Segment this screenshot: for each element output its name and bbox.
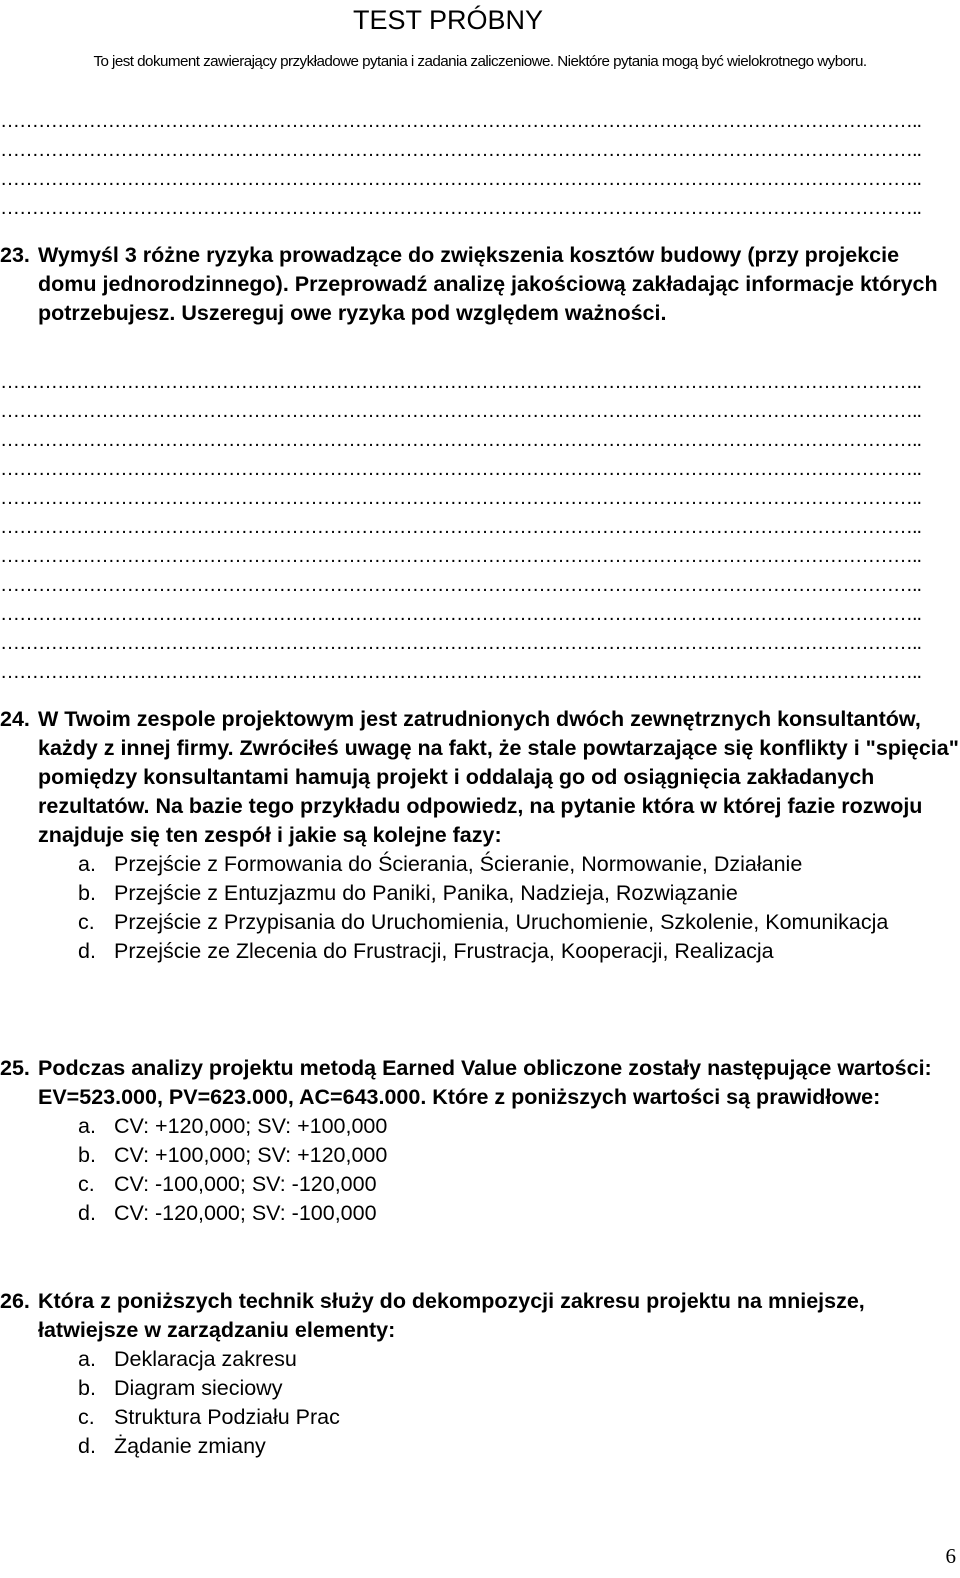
option-d[interactable] bbox=[78, 937, 960, 966]
question-text bbox=[0, 1287, 960, 1345]
option-b[interactable] bbox=[78, 1141, 960, 1170]
option-letter: a. bbox=[78, 852, 96, 876]
question-text bbox=[0, 241, 960, 328]
option-b[interactable] bbox=[78, 879, 960, 908]
option-c[interactable] bbox=[78, 1403, 960, 1432]
answer-line: ……………………………………………………………………………………………………………………………….. bbox=[0, 460, 922, 480]
option-text: Deklaracja zakresu bbox=[114, 1347, 297, 1371]
option-b[interactable] bbox=[78, 1374, 960, 1403]
question-body: Która z poniższych technik służy do dekompozycji zakresu projektu na mniejsze, łatwiejsze w zarządzaniu elementy: bbox=[38, 1289, 865, 1342]
page-number: 6 bbox=[945, 1544, 956, 1568]
question-26 bbox=[0, 1287, 960, 1461]
option-letter: c. bbox=[78, 1405, 95, 1429]
option-text: Żądanie zmiany bbox=[114, 1434, 266, 1458]
option-letter: b. bbox=[78, 1376, 96, 1400]
option-text: CV: +100,000; SV: +120,000 bbox=[114, 1143, 388, 1167]
option-text: CV: -100,000; SV: -120,000 bbox=[114, 1172, 377, 1196]
option-letter: d. bbox=[78, 1201, 96, 1225]
option-letter: d. bbox=[78, 939, 96, 963]
answer-line: ……………………………………………………………………………………………………………………………….. bbox=[0, 576, 922, 596]
page-title: TEST PRÓBNY bbox=[352, 5, 544, 35]
answer-line: ……………………………………………………………………………………………………………………………….. bbox=[0, 112, 922, 132]
answer-line: ……………………………………………………………………………………………………………………………….. bbox=[0, 199, 922, 219]
option-d[interactable] bbox=[78, 1432, 960, 1461]
answer-line: ……………………………………………………………………………………………………………………………….. bbox=[0, 605, 922, 625]
option-letter: a. bbox=[78, 1347, 96, 1371]
option-a[interactable] bbox=[78, 1345, 960, 1374]
option-text: Przejście z Entuzjazmu do Paniki, Panika, Nadzieja, Rozwiązanie bbox=[114, 881, 738, 905]
option-text: Przejście ze Zlecenia do Frustracji, Frustracja, Kooperacji, Realizacja bbox=[114, 939, 774, 963]
answer-lines-23 bbox=[0, 373, 960, 692]
option-letter: c. bbox=[78, 910, 95, 934]
answer-lines-top bbox=[0, 112, 960, 228]
answer-line: ……………………………………………………………………………………………………………………………….. bbox=[0, 141, 922, 161]
answer-line: ……………………………………………………………………………………………………………………………….. bbox=[0, 373, 922, 393]
answer-line: ……………………………………………………………………………………………………………………………….. bbox=[0, 634, 922, 654]
option-c[interactable] bbox=[78, 908, 960, 937]
question-number: 23. bbox=[0, 243, 30, 267]
question-23 bbox=[0, 241, 960, 328]
question-24 bbox=[0, 705, 960, 966]
option-letter: c. bbox=[78, 1172, 95, 1196]
question-number: 24. bbox=[0, 707, 30, 731]
question-text bbox=[0, 1054, 960, 1112]
option-text: Przejście z Formowania do Ścierania, Ścieranie, Normowanie, Działanie bbox=[114, 852, 803, 876]
question-body: Wymyśl 3 różne ryzyka prowadzące do zwiększenia kosztów budowy (przy projekcie domu jednorodzinnego). Przeprowadź analizę jakościową zakładając informacje których potrzebujesz. Uszereguj owe ryzyka pod względem ważności. bbox=[38, 243, 938, 325]
question-25 bbox=[0, 1054, 960, 1228]
option-a[interactable] bbox=[78, 850, 960, 879]
option-c[interactable] bbox=[78, 1170, 960, 1199]
option-letter: d. bbox=[78, 1434, 96, 1458]
answer-line: ……………………………………………………………………………………………………………………………….. bbox=[0, 431, 922, 451]
answer-line: ……………………………………………………………………………………………………………………………….. bbox=[0, 402, 922, 422]
option-d[interactable] bbox=[78, 1199, 960, 1228]
question-number: 25. bbox=[0, 1056, 30, 1080]
option-a[interactable] bbox=[78, 1112, 960, 1141]
option-text: Struktura Podziału Prac bbox=[114, 1405, 340, 1429]
option-text: CV: +120,000; SV: +100,000 bbox=[114, 1114, 388, 1138]
options-list bbox=[78, 850, 960, 966]
question-body: Podczas analizy projektu metodą Earned Value obliczone zostały następujące wartości: EV=523.000, PV=623.000, AC=643.000. Które z poniższych wartości są prawidłowe: bbox=[38, 1056, 932, 1109]
answer-line: ……………………………………………………………………………………………………………………………….. bbox=[0, 489, 922, 509]
question-body: W Twoim zespole projektowym jest zatrudnionych dwóch zewnętrznych konsultantów, każdy z innej firmy. Zwróciłeś uwagę na fakt, że stale powtarzające się konflikty i "spięcia" pomiędzy konsultantami hamują projekt i oddalają go od osiągnięcia zakładanych rezultatów. Na bazie tego przykładu odpowiedz, na pytanie która w której fazie rozwoju znajduje się ten zespół i jakie są kolejne fazy: bbox=[38, 707, 959, 847]
options-list bbox=[78, 1112, 960, 1228]
option-text: Przejście z Przypisania do Uruchomienia, Uruchomienie, Szkolenie, Komunikacja bbox=[114, 910, 889, 934]
answer-line: ……………………………………………………………………………………………………………………………….. bbox=[0, 518, 922, 538]
question-number: 26. bbox=[0, 1289, 30, 1313]
option-letter: b. bbox=[78, 1143, 96, 1167]
answer-line: ……………………………………………………………………………………………………………………………….. bbox=[0, 547, 922, 567]
option-text: CV: -120,000; SV: -100,000 bbox=[114, 1201, 377, 1225]
option-text: Diagram sieciowy bbox=[114, 1376, 283, 1400]
question-text bbox=[0, 705, 960, 850]
options-list bbox=[78, 1345, 960, 1461]
answer-line: ……………………………………………………………………………………………………………………………….. bbox=[0, 170, 922, 190]
answer-line: ……………………………………………………………………………………………………………………………….. bbox=[0, 663, 922, 683]
option-letter: a. bbox=[78, 1114, 96, 1138]
page-subtitle: To jest dokument zawierający przykładowe pytania i zadania zaliczeniowe. Niektóre pytania mogą być wielokrotnego wyboru. bbox=[93, 53, 867, 70]
option-letter: b. bbox=[78, 881, 96, 905]
